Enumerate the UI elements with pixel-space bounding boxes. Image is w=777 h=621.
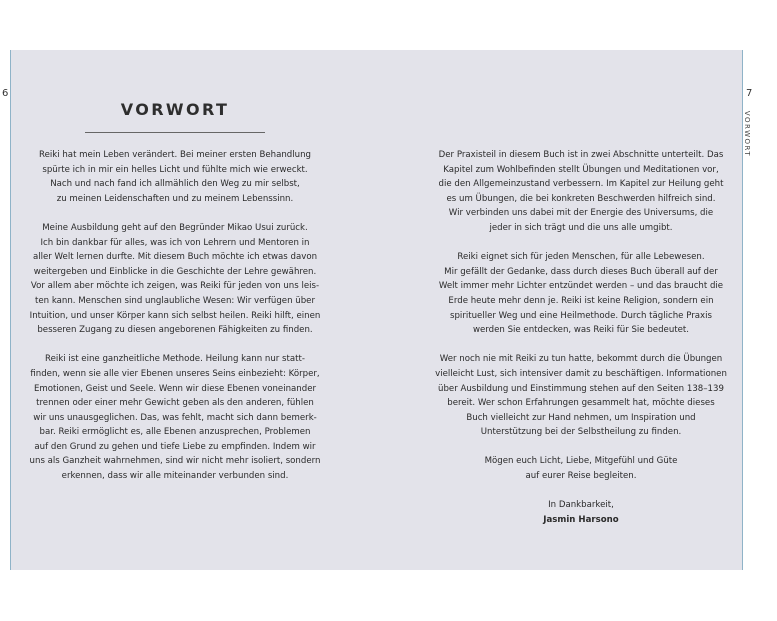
text-line: die den Allgemeinzustand verbessern. Im Kapitel zur Heilung geht [438,179,724,190]
text-line: Welt immer mehr Lichter entzündet werden – und das braucht die [438,281,724,292]
text-line: Intuition, und unser Körper kann sich selbst heilen. Reiki hilft, einen [29,310,321,321]
text-line: Der Praxisteil in diesem Buch ist in zwei Abschnitte unterteilt. Das [438,150,724,160]
text-line: vielleicht Lust, sich intensiver damit zu beschäftigen. Informationen [435,368,727,379]
paragraph [425,250,737,338]
page-number-left: 6 [2,88,9,99]
text-line: Kapitel zum Wohlbefinden stellt Übungen und Meditationen vor, [443,164,719,175]
text-line: Buch vielleicht zur Hand nehmen, um Inspiration und [466,412,696,423]
text-line: ten kann. Menschen sind unglaubliche Wesen: Wir verfügen über [34,295,315,306]
text-line: trennen oder einer mehr Gewicht geben als den anderen, fühlen [36,398,314,409]
text-line: erkennen, dass wir alle miteinander verbunden sind. [61,471,289,482]
running-head-right-text: VORWORT [743,110,752,158]
paragraph [28,352,322,483]
text-line: Wir verbinden uns dabei mit der Energie des Universums, die [448,208,714,219]
text-line: Meine Ausbildung geht auf den Begründer Mikao Usui zurück. [42,222,308,233]
text-line: Reiki eignet sich für jeden Menschen, für alle Lebewesen. [457,252,705,263]
paragraph [425,148,737,236]
paragraph [425,352,737,440]
left-column-text [28,148,322,498]
text-line: bar. Reiki ermöglicht es, alle Ebenen anzusprechen, Problemen [39,427,311,438]
text-line: Reiki ist eine ganzheitliche Methode. Heilung kann nur statt- [44,354,305,365]
right-column-text [425,148,737,527]
text-line: Wer noch nie mit Reiki zu tun hatte, bekommt durch die Übungen [439,354,723,365]
text-line: Ich bin dankbar für alles, was ich von Lehrern und Mentoren in [40,237,310,248]
text-line: besseren Zugang zu diesen angeborenen Fähigkeiten zu finden. [37,325,313,336]
text-line: uns als Ganzheit wahrnehmen, sind wir nicht mehr isoliert, sondern [29,456,321,467]
paragraph [28,148,322,206]
text-line: bereit. Wer schon Erfahrungen gesammelt hat, möchte dieses [447,398,715,409]
text-line: Vor allem aber möchte ich zeigen, was Reiki für jeden von uns leis- [30,281,320,292]
text-line: werden Sie entdecken, was Reiki für Sie bedeutet. [472,325,690,336]
text-line: spürte ich in mir ein helles Licht und fühlte mich wie erweckt. [42,164,308,175]
paragraph [425,454,737,483]
text-line: wir uns unausgeglichen. Das, was fehlt, macht sich dann bemerk- [33,412,317,423]
text-line: auf den Grund zu gehen und tiefe Liebe zu empfinden. Indem wir [34,441,316,452]
text-line: spiritueller Weg und eine Heilmethode. Durch tägliche Praxis [450,310,712,321]
text-line: Reiki hat mein Leben verändert. Bei meiner ersten Behandlung [39,150,311,160]
text-line: Mir gefällt der Gedanke, dass durch dieses Buch überall auf der [444,266,718,277]
text-line: Unterstützung bei der Selbstheilung zu finden. [480,427,682,438]
text-line: weitergeben und Einblicke in die Geschichte der Lehre gewähren. [33,266,317,277]
title-underline [85,132,265,133]
text-line: über Ausbildung und Einstimmung stehen auf den Seiten 138–139 [438,383,724,394]
text-line: Mögen euch Licht, Liebe, Mitgefühl und Güte [484,456,678,467]
text-line: zu meinen Leidenschaften und zu meinem Lebenssinn. [56,193,294,204]
text-line: Erde heute mehr denn je. Reiki ist keine Religion, sondern ein [448,295,714,306]
paragraph [28,221,322,338]
text-line: aller Welt lernen durfte. Mit diesem Buch möchte ich etwas davon [32,252,318,263]
closing-text: In Dankbarkeit, [548,500,614,511]
author-name: Jasmin Harsono [543,514,619,525]
text-line: jeder in sich trägt und die uns alle umgibt. [489,222,673,233]
signature-block [425,498,737,527]
text-line: auf eurer Reise begleiten. [525,471,637,482]
page-title: VORWORT [120,100,230,119]
page-number-right: 7 [746,88,753,99]
text-line: Emotionen, Geist und Seele. Wenn wir diese Ebenen voneinander [33,383,317,394]
text-line: Nach und nach fand ich allmählich den Weg zu mir selbst, [50,179,300,190]
running-head-right [743,111,751,157]
text-line: es um Übungen, die bei konkreten Beschwerden hilfreich sind. [446,193,716,204]
page-edge-left [10,50,11,570]
text-line: finden, wenn sie alle vier Ebenen unseres Seins einbezieht: Körper, [30,368,320,379]
